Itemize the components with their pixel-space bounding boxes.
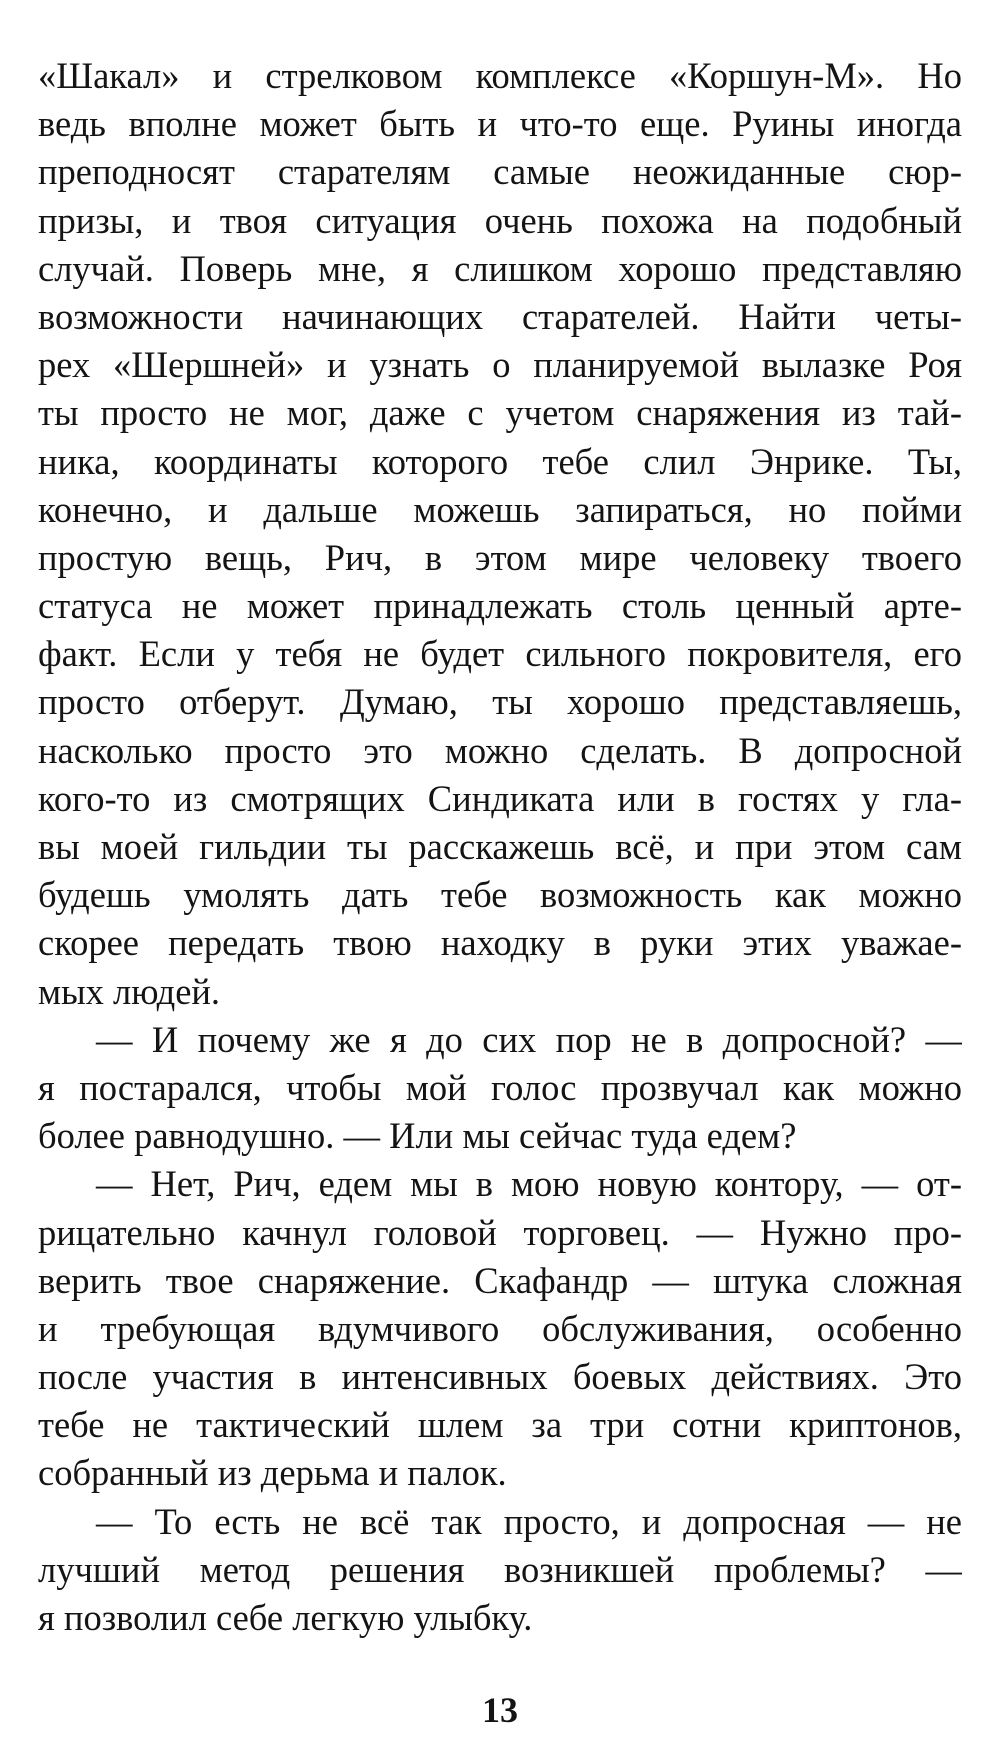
text-line: ты просто не мог, даже с учетом снаряжения из тай- xyxy=(38,392,962,434)
text-line: и требующая вдумчивого обслуживания, особенно xyxy=(38,1307,962,1349)
text-line: будешь умолять дать тебе возможность как можно xyxy=(38,874,962,916)
text-line: мых людей. xyxy=(38,970,221,1012)
text-line: статуса не может принадлежать столь ценный арте- xyxy=(38,585,962,627)
text-line: я позволил себе легкую улыбку. xyxy=(38,1597,533,1638)
text-line: — И почему же я до сих пор не в допросной? — xyxy=(96,1018,962,1060)
text-line: я постарался, чтобы мой голос прозвучал как можно xyxy=(38,1066,962,1108)
text-line: насколько просто это можно сделать. В допросной xyxy=(38,729,962,771)
page-number: 13 xyxy=(482,1690,518,1730)
text-line: лучший метод решения возникшей проблемы? — xyxy=(38,1548,962,1590)
text-line: рицательно качнул головой торговец. — Нужно про- xyxy=(38,1211,962,1253)
text-line: более равнодушно. — Или мы сейчас туда едем? xyxy=(38,1115,797,1157)
text-line: простую вещь, Рич, в этом мире человеку твоего xyxy=(38,536,962,578)
text-line: — То есть не всё так просто, и допросная — не xyxy=(96,1500,962,1542)
text-line: кого-то из смотрящих Синдиката или в гостях у гла- xyxy=(38,777,962,819)
text-line: — Нет, Рич, едем мы в мою новую контору, — от- xyxy=(96,1163,962,1205)
text-line: случай. Поверь мне, я слишком хорошо представляю xyxy=(38,247,962,289)
text-line: преподносят старателям самые неожиданные сюр- xyxy=(38,151,962,193)
text-line: «Шакал» и стрелковом комплексе «Коршун-М». Но xyxy=(38,55,962,96)
text-line: призы, и твоя ситуация очень похожа на подобный xyxy=(38,199,962,241)
text-line: факт. Если у тебя не будет сильного покровителя, его xyxy=(38,633,962,675)
text-line: ника, координаты которого тебе слил Энрике. Ты, xyxy=(38,440,962,482)
text-line: вы моей гильдии ты расскажешь всё, и при этом сам xyxy=(38,826,962,867)
text-line: возможности начинающих старателей. Найти четы- xyxy=(38,295,962,337)
text-line: собранный из дерьма и палок. xyxy=(38,1452,507,1494)
text-line: верить твое снаряжение. Скафандр — штука сложная xyxy=(38,1259,962,1301)
text-line: ведь вполне может быть и что-то еще. Руины иногда xyxy=(38,103,962,145)
text-line: рех «Шершней» и узнать о планируемой вылазке Роя xyxy=(38,344,962,386)
text-line: скорее передать твою находку в руки этих уважае- xyxy=(38,922,962,964)
text-line: просто отберут. Думаю, ты хорошо представляешь, xyxy=(38,681,962,723)
book-page-text xyxy=(38,52,962,1642)
text-line: конечно, и дальше можешь запираться, но пойми xyxy=(38,488,962,530)
text-line: тебе не тактический шлем за три сотни криптонов, xyxy=(38,1404,962,1446)
text-line: после участия в интенсивных боевых действиях. Это xyxy=(38,1356,962,1398)
